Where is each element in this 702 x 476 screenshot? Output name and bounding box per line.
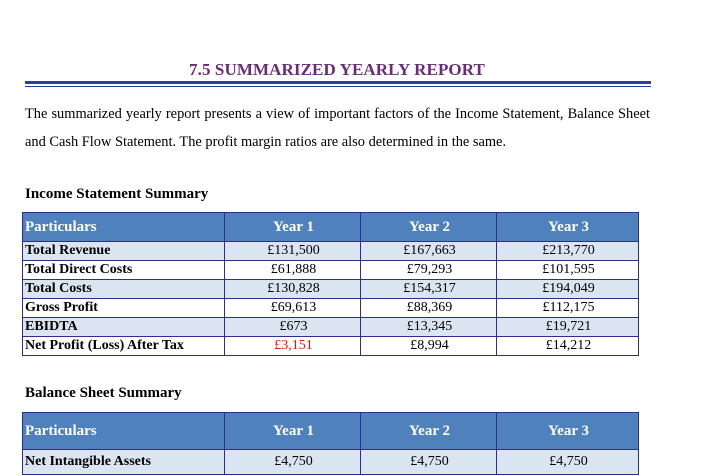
header-year-1: Year 1 (225, 213, 361, 242)
balance-sheet-table (22, 412, 639, 475)
income-statement-heading: Income Statement Summary (25, 186, 209, 202)
cell-year-2: £88,369 (361, 299, 497, 318)
cell-year-2: £4,750 (361, 450, 497, 475)
table-row (23, 299, 639, 318)
cell-year-1: £4,750 (225, 450, 361, 475)
cell-year-3: £14,212 (497, 337, 639, 356)
header-particulars: Particulars (23, 413, 225, 450)
header-year-1: Year 1 (225, 413, 361, 450)
table-row (23, 261, 639, 280)
cell-year-3: £112,175 (497, 299, 639, 318)
cell-year-2: £13,345 (361, 318, 497, 337)
header-particulars: Particulars (23, 213, 225, 242)
balance-header-row (23, 413, 639, 450)
cell-year-1: £61,888 (225, 261, 361, 280)
header-year-3: Year 3 (497, 413, 639, 450)
cell-year-3: £194,049 (497, 280, 639, 299)
cell-year-1: £130,828 (225, 280, 361, 299)
row-label: Net Profit (Loss) After Tax (23, 337, 225, 356)
cell-year-3: £4,750 (497, 450, 639, 475)
cell-year-2: £167,663 (361, 242, 497, 261)
income-statement-table (22, 212, 639, 356)
title-rule-thick (25, 81, 651, 84)
cell-year-1: £69,613 (225, 299, 361, 318)
row-label: Total Costs (23, 280, 225, 299)
row-label: Total Revenue (23, 242, 225, 261)
cell-year-1: £673 (225, 318, 361, 337)
header-year-3: Year 3 (497, 213, 639, 242)
header-year-2: Year 2 (361, 213, 497, 242)
table-row (23, 280, 639, 299)
cell-year-3: £101,595 (497, 261, 639, 280)
cell-year-2: £154,317 (361, 280, 497, 299)
cell-year-2: £79,293 (361, 261, 497, 280)
header-year-2: Year 2 (361, 413, 497, 450)
row-label: Total Direct Costs (23, 261, 225, 280)
table-row (23, 450, 639, 475)
income-header-row (23, 213, 639, 242)
report-title: 7.5 SUMMARIZED YEARLY REPORT (189, 60, 485, 79)
row-label: EBIDTA (23, 318, 225, 337)
cell-year-2: £8,994 (361, 337, 497, 356)
balance-sheet-heading: Balance Sheet Summary (25, 385, 182, 401)
table-row (23, 337, 639, 356)
row-label: Net Intangible Assets (23, 450, 225, 475)
table-row (23, 242, 639, 261)
row-label: Gross Profit (23, 299, 225, 318)
cell-year-3: £19,721 (497, 318, 639, 337)
cell-year-1-negative: £3,151 (225, 337, 361, 356)
intro-paragraph: The summarized yearly report presents a view of important factors of the Income Statement, Balance Sheet and Cash Flow Statement. The profit margin ratios are also determined in the same. (25, 106, 650, 150)
cell-year-3: £213,770 (497, 242, 639, 261)
table-row (23, 318, 639, 337)
title-rule-thin (25, 86, 651, 87)
cell-year-1: £131,500 (225, 242, 361, 261)
